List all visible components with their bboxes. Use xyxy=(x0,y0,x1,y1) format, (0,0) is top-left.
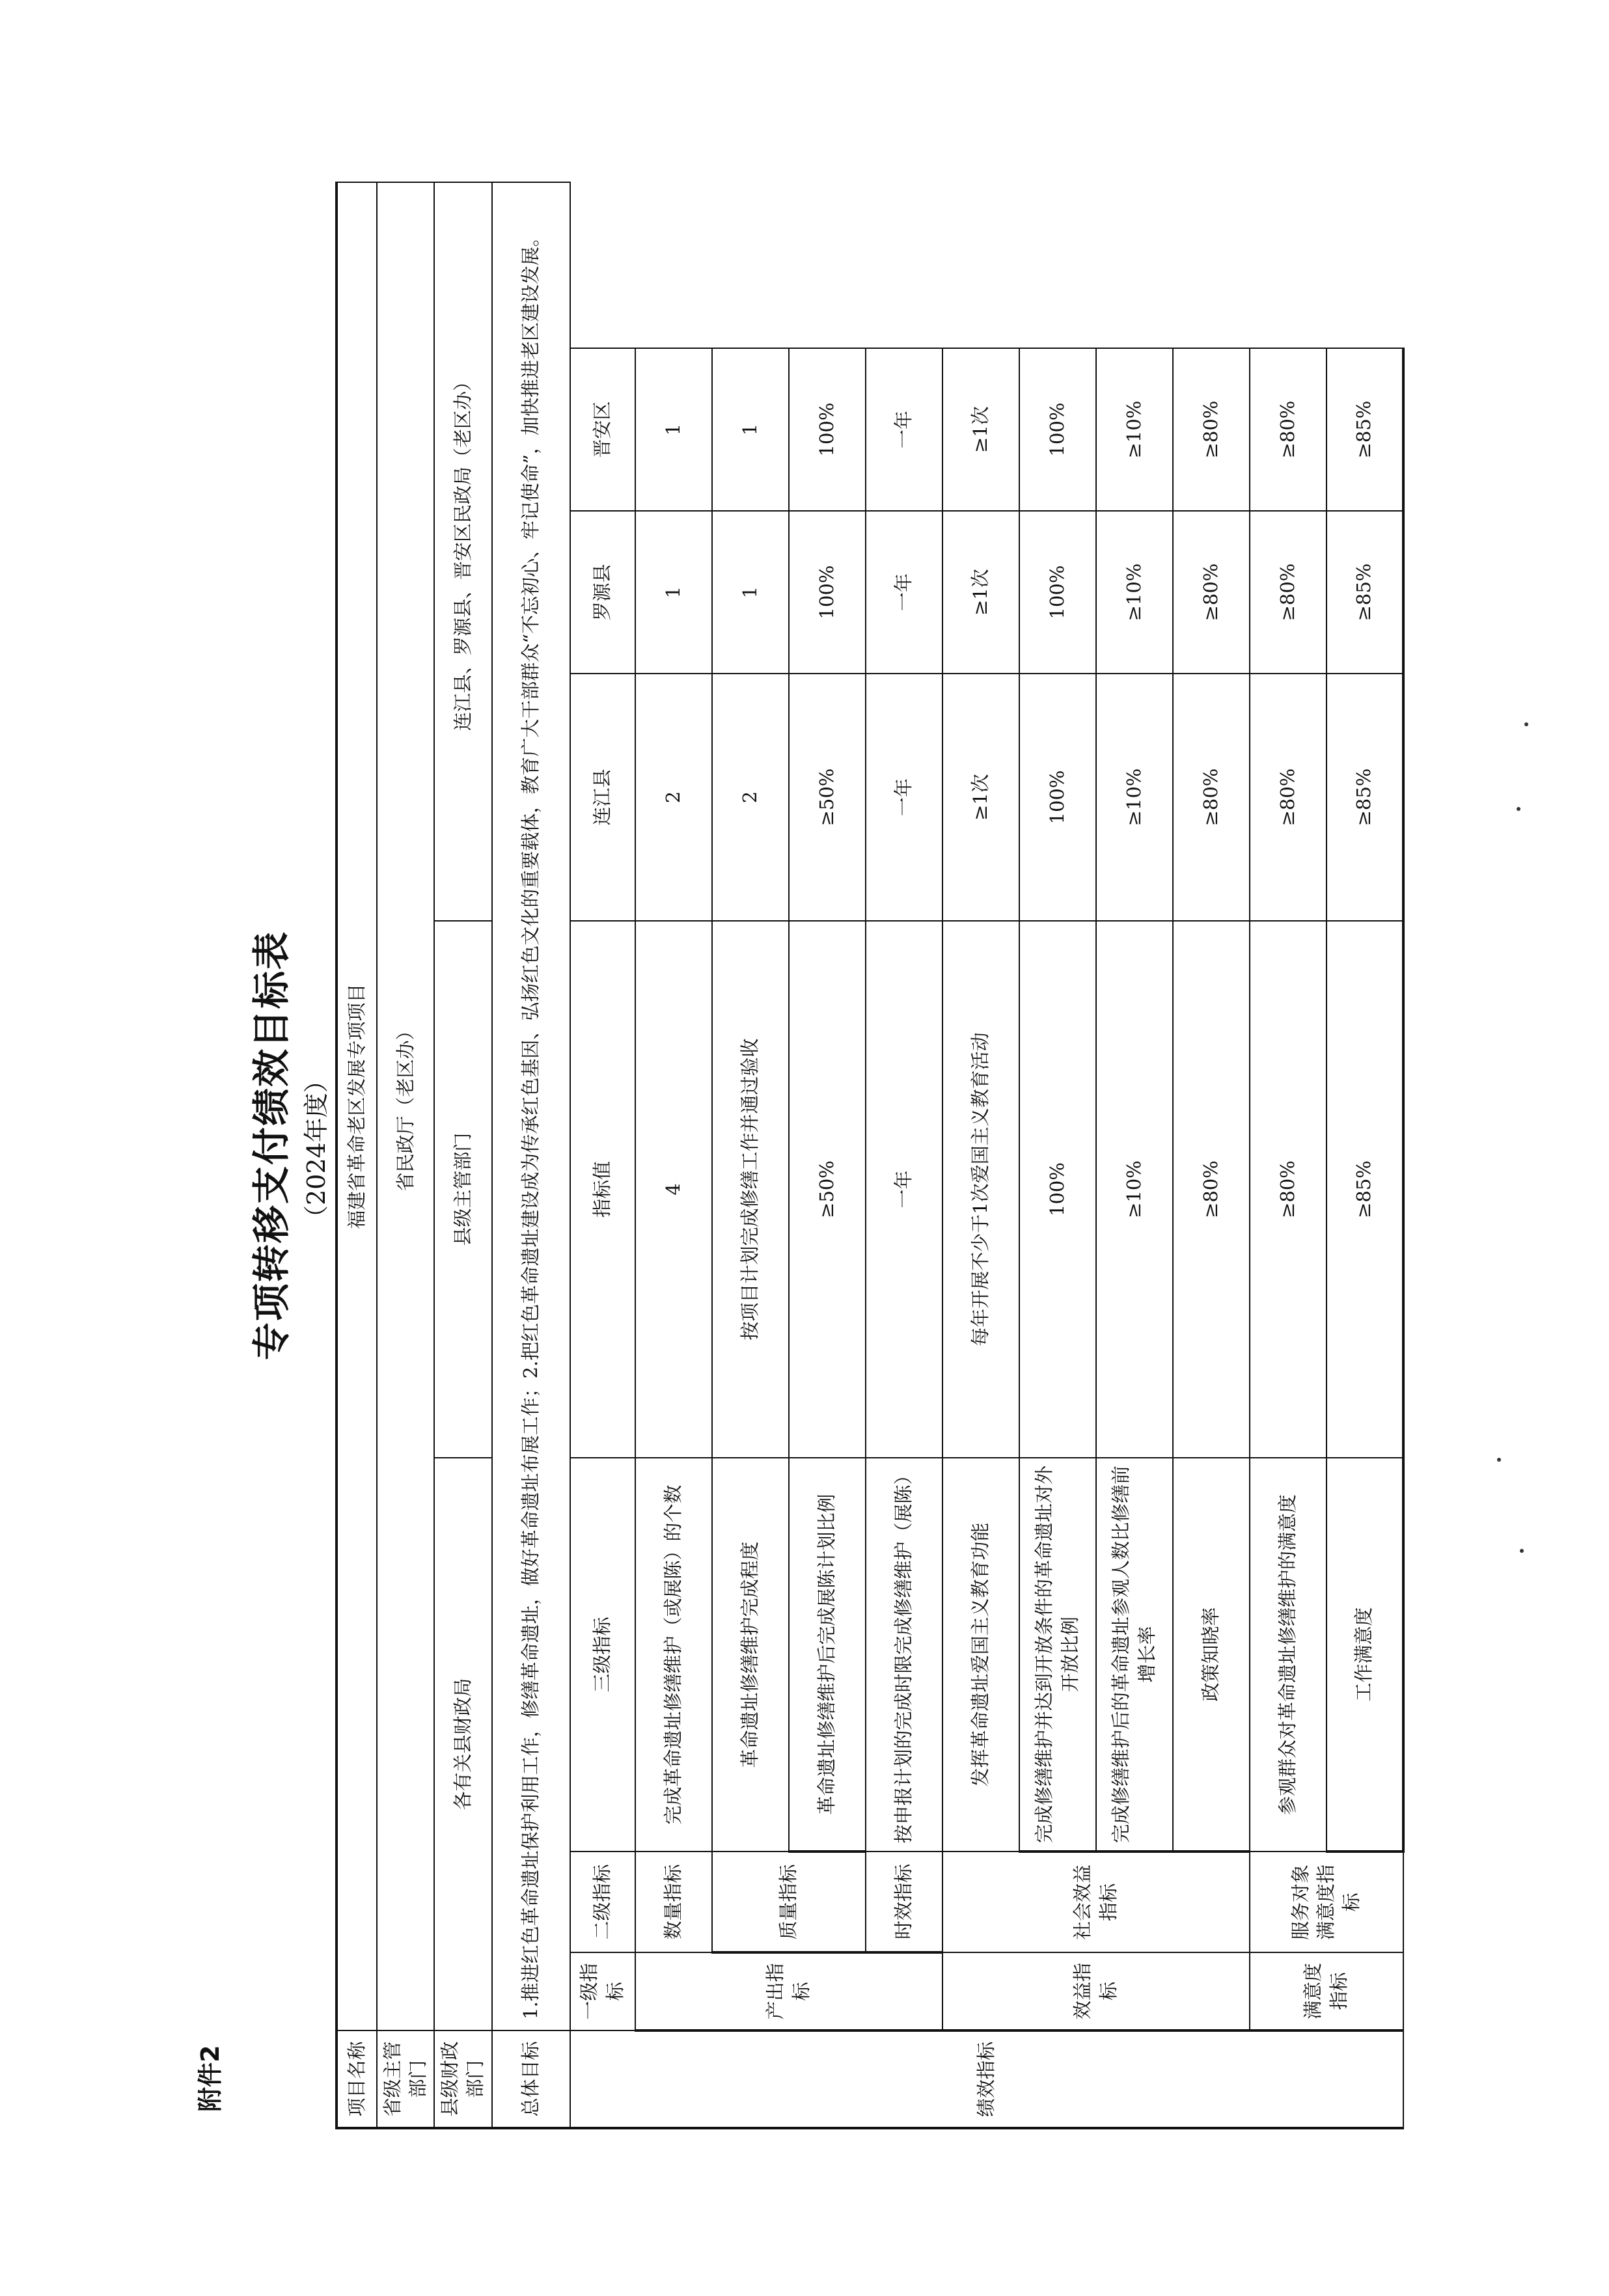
table-row xyxy=(712,182,789,2128)
table-row xyxy=(635,182,712,2128)
scan-speck xyxy=(1497,1458,1501,1462)
table-row xyxy=(1327,182,1403,2128)
region-value-cell: ≥50% xyxy=(789,674,866,921)
region-value-cell: 100% xyxy=(1019,348,1096,511)
row-overall-goal xyxy=(492,182,570,2128)
header-target: 指标值 xyxy=(570,921,635,1458)
scan-speck xyxy=(1524,722,1528,726)
region-value-cell: 一年 xyxy=(866,674,942,921)
target-cell: 按项目计划完成修缮工作并通过验收 xyxy=(712,921,789,1458)
county-finance-label: 县级财政部门 xyxy=(434,2030,491,2128)
table-row xyxy=(1250,182,1327,2128)
level3-cell: 完成革命遗址修缮维护（或展陈）的个数 xyxy=(635,1458,712,1852)
region-value-cell: 1 xyxy=(712,511,789,674)
target-cell: 4 xyxy=(635,921,712,1458)
header-region-lianjiang: 连江县 xyxy=(570,674,635,921)
region-value-cell: ≥80% xyxy=(1250,511,1327,674)
document-year: （2024年度） xyxy=(302,1068,331,1230)
region-value-cell: ≥10% xyxy=(1096,674,1173,921)
region-value-cell: 100% xyxy=(789,511,866,674)
perf-indicators-label: 绩效指标 xyxy=(570,2030,1403,2128)
project-name-value: 福建省革命老区发展专项项目 xyxy=(337,182,377,2030)
level2-service-satisfaction: 服务对象满意度指标 xyxy=(1250,1852,1403,1952)
level1-output: 产出指标 xyxy=(635,1952,942,2030)
performance-target-table xyxy=(335,182,1405,2129)
region-value-cell: ≥1次 xyxy=(942,511,1019,674)
target-cell: 一年 xyxy=(866,921,942,1458)
target-cell: ≥85% xyxy=(1327,921,1403,1458)
row-county-depts xyxy=(434,182,491,2128)
level3-cell: 革命遗址修缮维护后完成展陈计划比例 xyxy=(789,1458,866,1852)
county-finance-value: 各有关县财政局 xyxy=(434,1458,491,2030)
region-value-cell: 一年 xyxy=(866,511,942,674)
level3-cell: 发挥革命遗址爱国主义教育功能 xyxy=(942,1458,1019,1852)
level2-quality: 质量指标 xyxy=(712,1852,866,1952)
project-name-label: 项目名称 xyxy=(337,2030,377,2128)
header-level3: 三级指标 xyxy=(570,1458,635,1852)
header-region-jinan: 晋安区 xyxy=(570,348,635,511)
level3-cell: 按申报计划的完成时限完成修缮维护（展陈） xyxy=(866,1458,942,1852)
overall-goal-text: 1.推进红色革命遗址保护利用工作，修缮革命遗址，做好革命遗址布展工作；2.把红色革命遗址建设成为传承红色基因、弘扬红色文化的重要载体，教育广大干部群众“不忘初心、牢记使命”，加快推进老区建设发展。 xyxy=(492,182,570,2030)
region-value-cell: 一年 xyxy=(866,348,942,511)
target-cell: ≥50% xyxy=(789,921,866,1458)
attachment-label: 附件2 xyxy=(196,2045,225,2112)
region-value-cell: ≥80% xyxy=(1250,348,1327,511)
row-project-name xyxy=(337,182,377,2128)
header-level2: 二级指标 xyxy=(570,1852,635,1952)
table-row xyxy=(1096,182,1173,2128)
table-row xyxy=(866,182,942,2128)
document-title: 专项转移支付绩效目标表 xyxy=(249,930,294,1360)
target-cell: 100% xyxy=(1019,921,1096,1458)
header-region-luoyuan: 罗源县 xyxy=(570,511,635,674)
region-value-cell: 1 xyxy=(635,348,712,511)
table-row xyxy=(1019,182,1096,2128)
region-value-cell: 100% xyxy=(789,348,866,511)
provincial-dept-label: 省级主管部门 xyxy=(377,2030,434,2128)
region-value-cell: ≥1次 xyxy=(942,674,1019,921)
level2-quantity: 数量指标 xyxy=(635,1852,712,1952)
region-value-cell: ≥80% xyxy=(1173,348,1250,511)
region-value-cell: 2 xyxy=(635,674,712,921)
target-cell: ≥80% xyxy=(1250,921,1327,1458)
level3-cell: 革命遗址修缮维护完成程度 xyxy=(712,1458,789,1852)
row-indicator-headers xyxy=(570,182,635,2128)
level3-cell: 参观群众对革命遗址修缮维护的满意度 xyxy=(1250,1458,1327,1852)
region-value-cell: 100% xyxy=(1019,511,1096,674)
scan-speck xyxy=(1517,807,1520,811)
level1-satisfaction: 满意度指标 xyxy=(1250,1952,1403,2030)
county-dept-label: 县级主管部门 xyxy=(434,921,491,1458)
header-level1: 一级指标 xyxy=(570,1952,635,2030)
row-provincial-dept xyxy=(377,182,434,2128)
region-value-cell: 100% xyxy=(1019,674,1096,921)
provincial-dept-value: 省民政厅（老区办） xyxy=(377,182,434,2030)
region-value-cell: 1 xyxy=(635,511,712,674)
level3-cell: 完成修缮维护并达到开放条件的革命遗址对外开放比例 xyxy=(1019,1458,1096,1852)
region-value-cell: ≥85% xyxy=(1327,674,1403,921)
level1-benefit: 效益指标 xyxy=(942,1952,1250,2030)
region-value-cell: ≥80% xyxy=(1173,511,1250,674)
performance-table-wrapper xyxy=(335,184,1375,2129)
level3-cell: 完成修缮维护后的革命遗址参观人数比修缮前增长率 xyxy=(1096,1458,1173,1852)
region-value-cell: ≥10% xyxy=(1096,511,1173,674)
county-dept-value: 连江县、罗源县、晋安区民政局（老区办） xyxy=(434,182,491,921)
region-value-cell: ≥85% xyxy=(1327,348,1403,511)
target-cell: ≥80% xyxy=(1173,921,1250,1458)
target-cell: ≥10% xyxy=(1096,921,1173,1458)
region-value-cell: 2 xyxy=(712,674,789,921)
scan-speck xyxy=(1520,1549,1524,1553)
level2-timeliness: 时效指标 xyxy=(866,1852,942,1952)
region-value-cell: ≥80% xyxy=(1250,674,1327,921)
region-value-cell: 1 xyxy=(712,348,789,511)
level3-cell: 工作满意度 xyxy=(1327,1458,1403,1852)
table-row xyxy=(1173,182,1250,2128)
overall-goal-label: 总体目标 xyxy=(492,2030,570,2128)
level3-cell: 政策知晓率 xyxy=(1173,1458,1250,1852)
region-value-cell: ≥10% xyxy=(1096,348,1173,511)
table-row xyxy=(942,182,1019,2128)
table-row xyxy=(789,182,866,2128)
level2-social-benefit: 社会效益指标 xyxy=(942,1852,1250,1952)
target-cell: 每年开展不少于1次爱国主义教育活动 xyxy=(942,921,1019,1458)
region-value-cell: ≥1次 xyxy=(942,348,1019,511)
region-value-cell: ≥85% xyxy=(1327,511,1403,674)
region-value-cell: ≥80% xyxy=(1173,674,1250,921)
